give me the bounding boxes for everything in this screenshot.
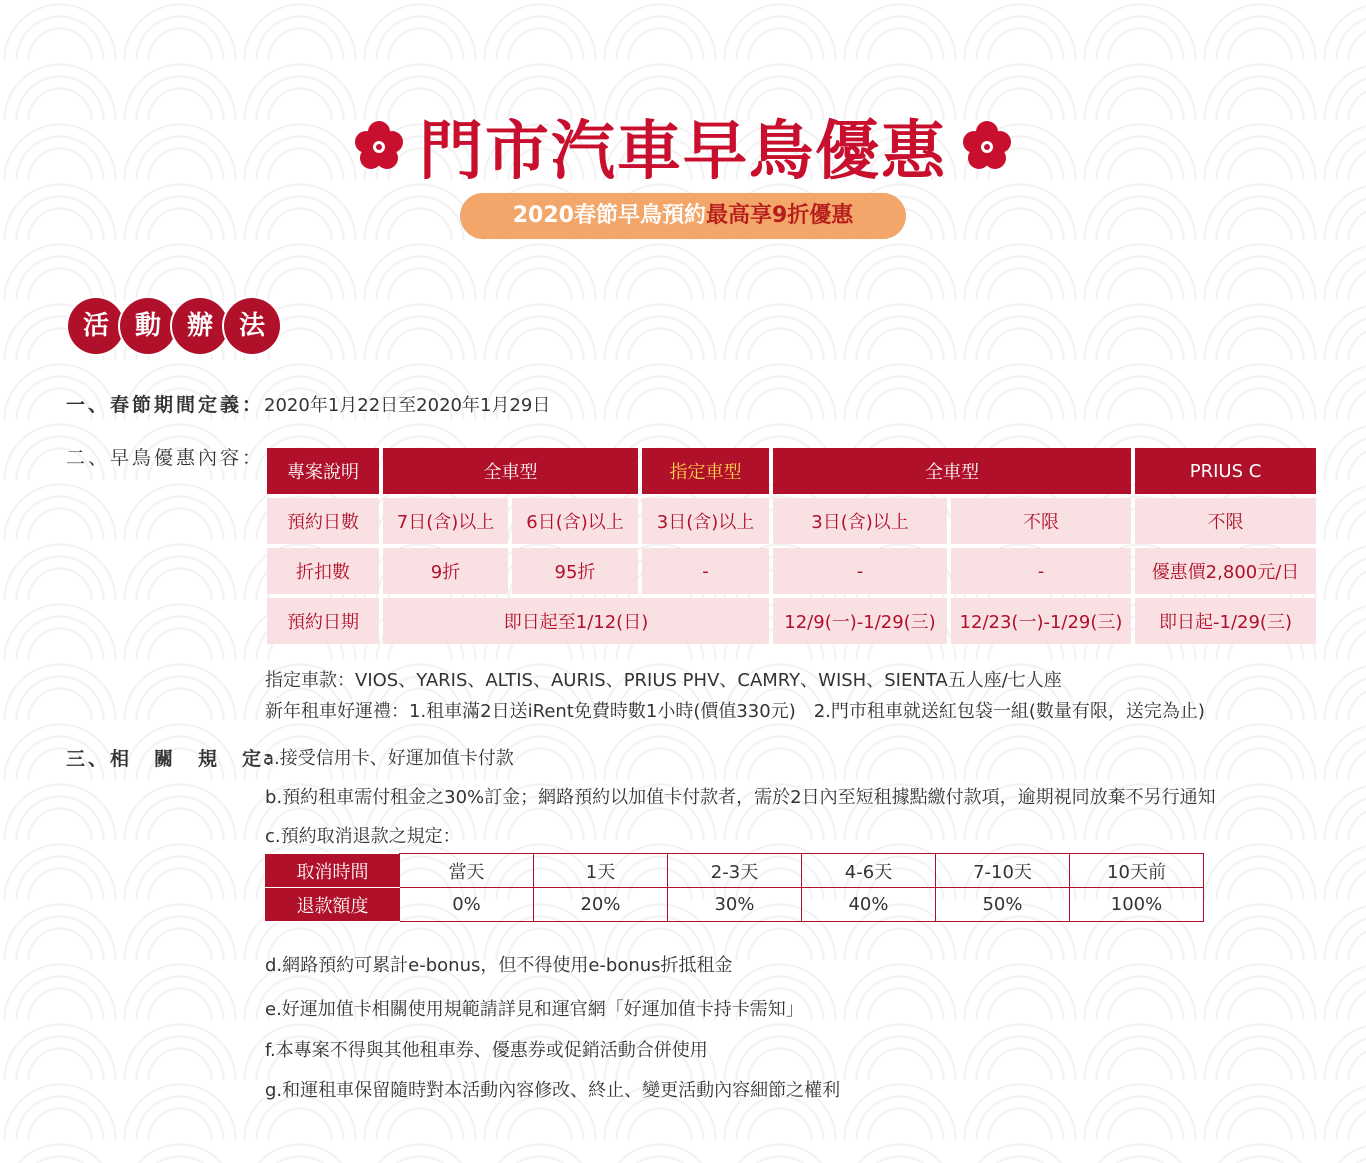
note-models: 指定車款：VIOS、YARIS、ALTIS、AURIS、PRIUS PHV、CAMRY、WISH、SIENTA五人座/七人座 xyxy=(265,670,1062,691)
table-cell: 1天 xyxy=(534,854,668,888)
rule-e: e.好運加值卡相關使用規範請詳見和運官網「好運加值卡持卡需知」 xyxy=(265,999,804,1020)
table-cell: 4-6天 xyxy=(802,854,936,888)
table-cell: 優惠價2,800元/日 xyxy=(1135,548,1316,594)
header-cell: PRIUS C xyxy=(1135,448,1316,494)
table-cell: 30% xyxy=(668,888,802,922)
table-cell: 即日起至1/12(日) xyxy=(383,598,769,644)
badge-char: 動 xyxy=(120,298,176,354)
table-row xyxy=(267,598,1316,644)
section-2-label: 二、早鳥優惠內容： xyxy=(66,447,265,469)
table-cell: 7-10天 xyxy=(936,854,1070,888)
promo-table xyxy=(263,444,1320,648)
rule-c: c.預約取消退款之規定： xyxy=(265,826,461,847)
table-cell: 9折 xyxy=(383,548,508,594)
table-cell: 6日(含)以上 xyxy=(512,498,638,544)
table-cell: 0% xyxy=(400,888,534,922)
badge-char: 辦 xyxy=(172,298,228,354)
section-1-label: 一、春節期間定義： xyxy=(66,394,265,416)
table-cell: 12/9(一)-1/29(三) xyxy=(773,598,947,644)
table-cell: - xyxy=(951,548,1131,594)
header-cell: 全車型 xyxy=(773,448,1131,494)
table-cell: 10天前 xyxy=(1070,854,1204,888)
badge-char: 法 xyxy=(224,298,280,354)
badge-char: 活 xyxy=(68,298,124,354)
rule-d: d.網路預約可累計e-bonus，但不得使用e-bonus折抵租金 xyxy=(265,955,733,976)
header-cell: 全車型 xyxy=(383,448,638,494)
row-label: 折扣數 xyxy=(267,548,379,594)
refund-table xyxy=(265,853,1204,922)
page-title: 門市汽車早鳥優惠 xyxy=(419,115,947,189)
promo-table-header xyxy=(267,448,1316,494)
table-cell: 7日(含)以上 xyxy=(383,498,508,544)
section-3-label: 三、相 關 規 定： xyxy=(66,748,287,770)
subtitle-pill xyxy=(460,193,906,239)
table-row xyxy=(267,498,1316,544)
table-cell: 12/23(一)-1/29(三) xyxy=(951,598,1131,644)
table-cell: 2-3天 xyxy=(668,854,802,888)
note-gift: 新年租車好運禮：1.租車滿2日送iRent免費時數1小時(價值330元) 2.門市租車就送紅包袋一組(數量有限，送完為止) xyxy=(265,701,1205,722)
plum-flower-icon xyxy=(961,120,1013,172)
row-label: 預約日期 xyxy=(267,598,379,644)
section-badges xyxy=(68,298,276,354)
table-cell: 40% xyxy=(802,888,936,922)
table-cell: 3日(含)以上 xyxy=(642,498,769,544)
rule-g: g.和運租車保留隨時對本活動內容修改、終止、變更活動內容細節之權利 xyxy=(265,1080,841,1101)
plum-flower-icon xyxy=(353,120,405,172)
table-row xyxy=(266,854,1204,888)
table-cell: 不限 xyxy=(1135,498,1316,544)
table-row xyxy=(266,888,1204,922)
table-cell: 95折 xyxy=(512,548,638,594)
table-cell: 100% xyxy=(1070,888,1204,922)
table-cell: - xyxy=(642,548,769,594)
rule-f: f.本專案不得與其他租車券、優惠券或促銷活動合併使用 xyxy=(265,1040,708,1061)
table-cell: 50% xyxy=(936,888,1070,922)
table-cell: 當天 xyxy=(400,854,534,888)
section-1 xyxy=(66,390,550,417)
header-cell: 指定車型 xyxy=(642,448,769,494)
header xyxy=(0,100,1366,192)
header-cell: 專案說明 xyxy=(267,448,379,494)
table-cell: 3日(含)以上 xyxy=(773,498,947,544)
section-1-value: 2020年1月22日至2020年1月29日 xyxy=(264,395,551,416)
row-label: 預約日數 xyxy=(267,498,379,544)
table-cell: 20% xyxy=(534,888,668,922)
subtitle-part1: 2020春節早鳥預約 xyxy=(512,203,706,228)
row-label: 取消時間 xyxy=(266,854,400,888)
row-label: 退款額度 xyxy=(266,888,400,922)
rule-b: b.預約租車需付租金之30%訂金；網路預約以加值卡付款者，需於2日內至短租據點繳付款項，逾期視同放棄不另行通知 xyxy=(265,787,1216,808)
table-row xyxy=(267,548,1316,594)
table-cell: 即日起-1/29(三) xyxy=(1135,598,1316,644)
table-cell: - xyxy=(773,548,947,594)
page-title-row xyxy=(353,100,1013,192)
rule-a: a.接受信用卡、好運加值卡付款 xyxy=(263,748,514,769)
table-cell: 不限 xyxy=(951,498,1131,544)
subtitle-highlight: 最高享9折優惠 xyxy=(705,203,854,228)
